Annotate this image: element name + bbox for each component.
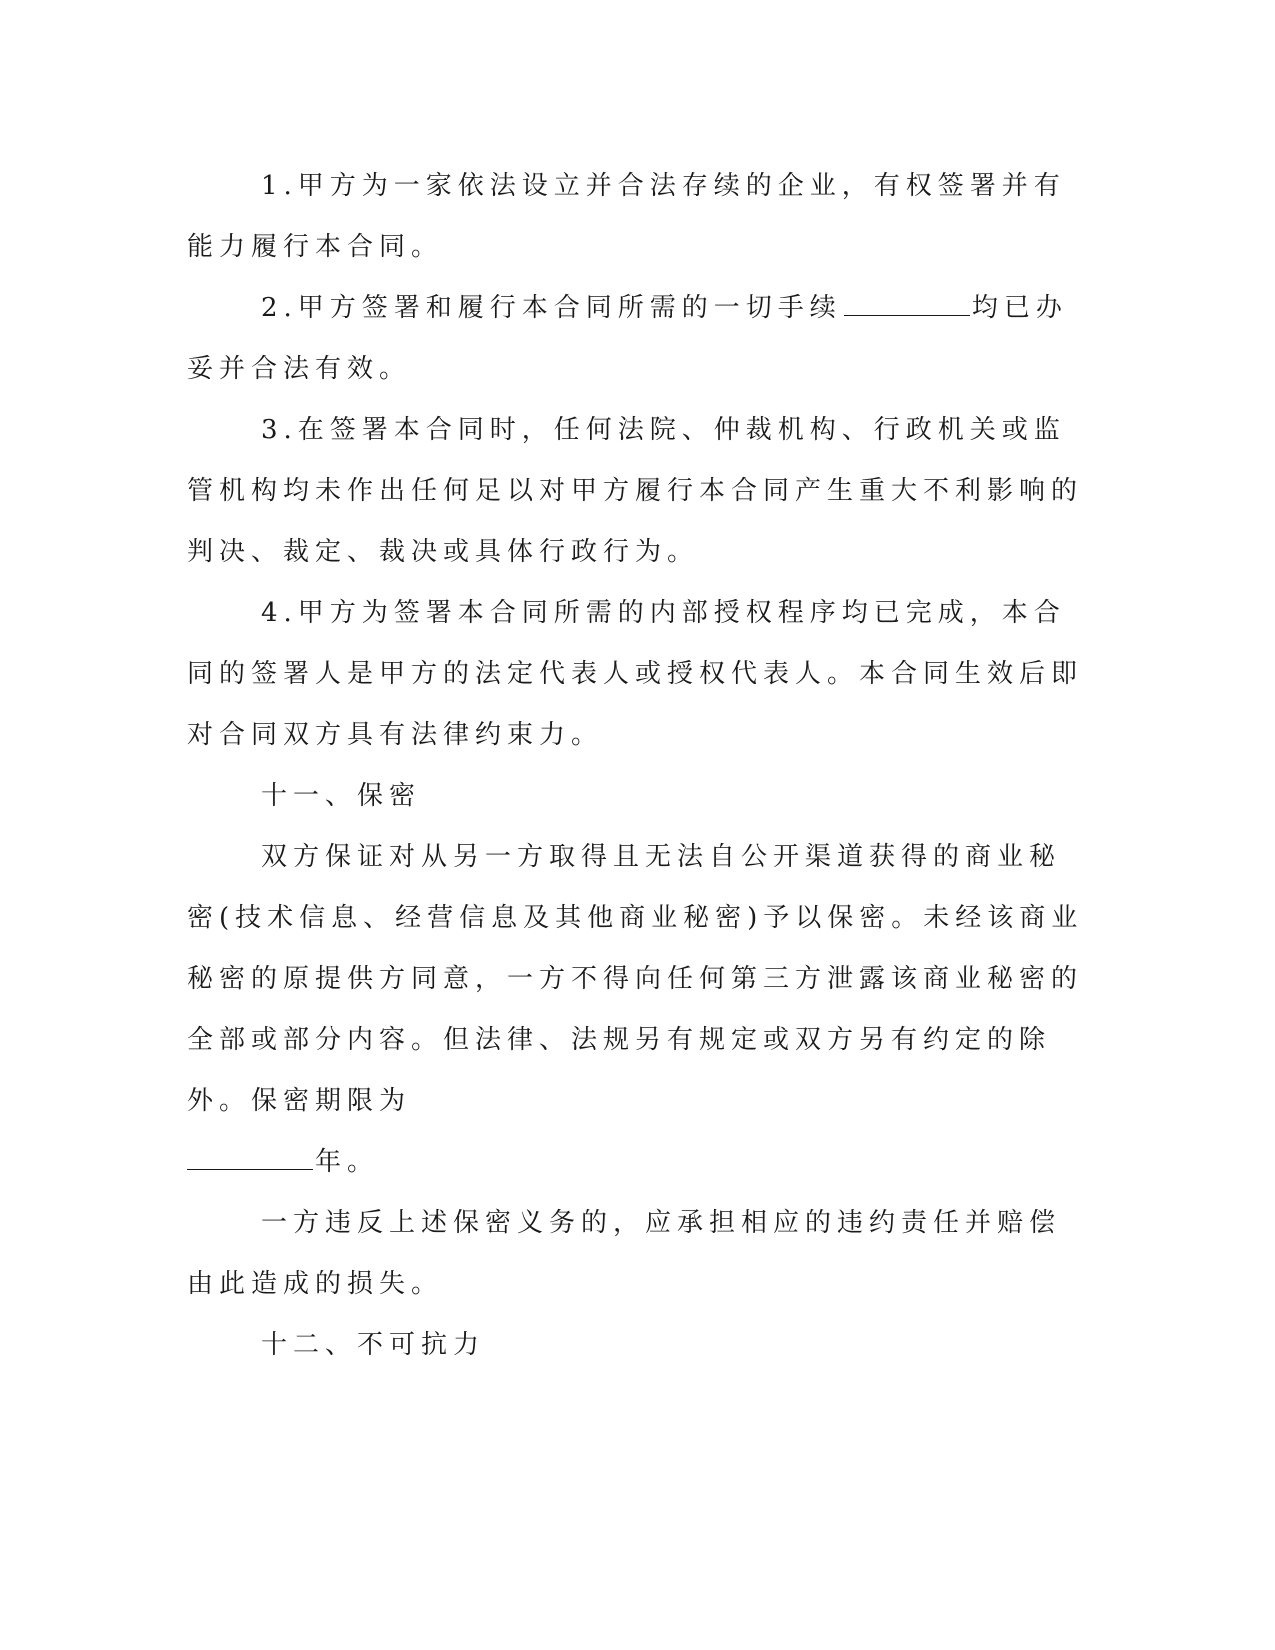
clause-rep-4 (187, 583, 1087, 766)
confidentiality-text: 双方保证对从另一方取得且无法自公开渠道获得的商业秘密(技术信息、经营信息及其他商业秘密)予以保密。未经该商业秘密的原提供方同意，一方不得向任何第三方泄露该商业秘密的全部或部分内容。但法律、法规另有规定或双方另有约定的除外。保密期限为 (187, 842, 1084, 1116)
breach-paragraph (187, 1193, 1087, 1315)
clause-rep-1 (187, 156, 1087, 278)
clause-text-before: 2.甲方签署和履行本合同所需的一切手续 (261, 293, 842, 323)
clause-text-after: 均已办妥并合法有效。 (187, 293, 1068, 384)
document-page (187, 156, 1087, 1376)
breach-text: 一方违反上述保密义务的，应承担相应的违约责任并赔偿由此造成的损失。 (187, 1208, 1062, 1299)
clause-text: 4.甲方为签署本合同所需的内部授权程序均已完成，本合同的签署人是甲方的法定代表人或授权代表人。本合同生效后即对合同双方具有法律约束力。 (187, 598, 1084, 750)
section-heading-force-majeure: 十二、不可抗力 (261, 1330, 486, 1360)
fill-in-blank[interactable] (844, 289, 970, 316)
section-heading-confidentiality: 十一、保密 (261, 781, 422, 811)
clause-rep-2 (187, 278, 1087, 400)
fill-in-blank-years[interactable] (187, 1143, 313, 1170)
term-suffix: 年。 (315, 1147, 380, 1177)
clause-rep-3 (187, 400, 1087, 583)
clause-text: 3.在签署本合同时，任何法院、仲裁机构、行政机关或监管机构均未作出任何足以对甲方履行本合同产生重大不利影响的判决、裁定、裁决或具体行政行为。 (187, 415, 1084, 567)
confidentiality-paragraph (187, 827, 1087, 1193)
term-line (187, 1132, 1087, 1193)
clause-text: 1.甲方为一家依法设立并合法存续的企业，有权签署并有能力履行本合同。 (187, 171, 1066, 262)
